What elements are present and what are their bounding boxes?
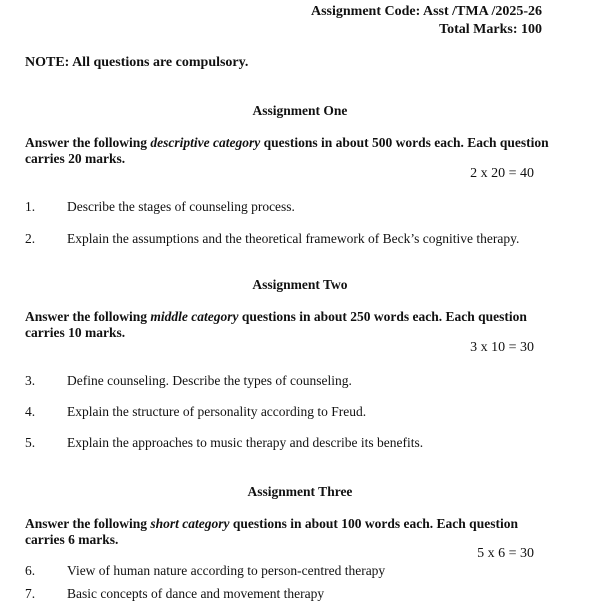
instruction-text: Answer the following <box>25 516 151 531</box>
question-item <box>25 373 352 389</box>
question-item <box>25 404 366 420</box>
instruction-category: middle category <box>150 309 239 324</box>
question-text: Explain the assumptions and the theoretical framework of Beck’s cognitive therapy. <box>67 231 520 246</box>
section-instruction-one <box>25 135 555 167</box>
section-marks-two: 3 x 10 = 30 <box>470 340 534 355</box>
instruction-text: Answer the following <box>25 135 151 150</box>
instruction-text: questions in about 500 words each. Each question carries 20 marks. <box>25 135 549 166</box>
question-item <box>25 199 295 215</box>
question-item <box>25 231 519 247</box>
section-instruction-three <box>25 516 555 548</box>
instruction-category: short category <box>150 516 230 531</box>
question-item <box>25 435 423 451</box>
section-marks-one: 2 x 20 = 40 <box>470 166 534 181</box>
question-text: View of human nature according to person-centred therapy <box>67 563 386 578</box>
section-title-two: Assignment Two <box>252 277 348 292</box>
instruction-text: questions in about 100 words each. Each question carries 6 marks. <box>25 516 518 547</box>
question-number: 6. <box>25 563 36 578</box>
section-title-one: Assignment One <box>252 103 348 118</box>
assignment-code: Assignment Code: Asst /TMA /2025-26 <box>310 4 542 19</box>
question-number: 5. <box>25 435 36 450</box>
question-text: Explain the structure of personality according to Freud. <box>67 404 367 419</box>
total-marks: Total Marks: 100 <box>439 22 542 37</box>
question-number: 3. <box>25 373 36 388</box>
instruction-text: Answer the following <box>25 309 151 324</box>
question-number: 1. <box>25 199 36 214</box>
section-title-three: Assignment Three <box>247 484 353 499</box>
instruction-text: questions in about 250 words each. Each question carries 10 marks. <box>25 309 527 340</box>
question-text: Define counseling. Describe the types of counseling. <box>67 373 352 388</box>
section-marks-three: 5 x 6 = 30 <box>477 546 534 561</box>
question-number: 4. <box>25 404 36 419</box>
question-item <box>25 563 385 579</box>
question-number: 7. <box>25 586 36 601</box>
instruction-category: descriptive category <box>150 135 261 150</box>
question-text: Explain the approaches to music therapy and describe its benefits. <box>67 435 424 450</box>
question-number: 2. <box>25 231 36 246</box>
question-text: Describe the stages of counseling process. <box>67 199 295 214</box>
note: NOTE: All questions are compulsory. <box>25 55 249 70</box>
question-text: Basic concepts of dance and movement therapy <box>67 586 325 601</box>
section-instruction-two <box>25 309 555 341</box>
